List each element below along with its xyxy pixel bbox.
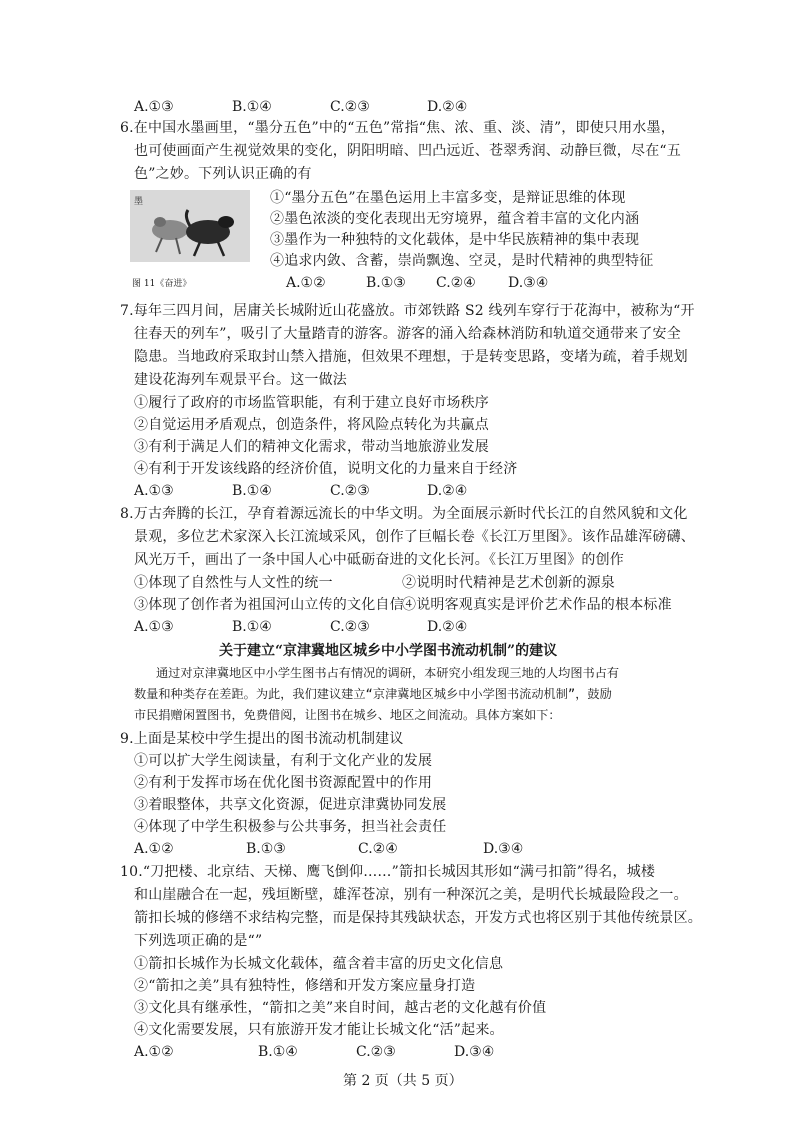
page-footer: 第 2 页（共 5 页） xyxy=(343,1073,463,1089)
q9-statement: ④体现了中学生积极参与公共事务，担当社会责任 xyxy=(134,819,447,835)
q9-statement: ②有利于发挥市场在优化图书资源配置中的作用 xyxy=(134,775,433,791)
q10-stem-line: 10.“刀把楼、北京结、天梯、鹰飞倒仰……”箭扣长城因其形如“满弓扣箭”得名，城楼 xyxy=(120,864,656,880)
q7-stem-line: 建设花海列车观景平台。这一做法 xyxy=(134,372,347,388)
q9-option-c[interactable]: C.②④ xyxy=(358,841,398,857)
q7-option-a[interactable]: A.①③ xyxy=(134,483,174,499)
q5-option-b[interactable]: B.①④ xyxy=(232,99,272,115)
q7-option-c[interactable]: C.②③ xyxy=(330,483,370,499)
q8-option-a[interactable]: A.①③ xyxy=(134,619,174,635)
q9-statement: ③着眼整体，共享文化资源，促进京津冀协同发展 xyxy=(134,797,447,813)
q9-option-a[interactable]: A.①② xyxy=(134,841,174,857)
figure-caption: 图 11《奋进》 xyxy=(132,279,192,289)
q8-option-d[interactable]: D.②④ xyxy=(427,619,468,635)
q7-stem-line: 往春天的列车”，吸引了大量踏青的游客。游客的涌入给森林消防和轨道交通带来了安全 xyxy=(134,326,681,342)
notice-title: 关于建立“京津冀地区城乡中小学图书流动机制”的建议 xyxy=(219,643,558,659)
notice-line: 市民捐赠闲置图书，免费借阅，让图书在城乡、地区之间流动。具体方案如下： xyxy=(134,708,561,722)
q7-statement: ③有利于满足人们的精神文化需求，带动当地旅游业发展 xyxy=(134,439,489,455)
q7-option-b[interactable]: B.①④ xyxy=(232,483,272,499)
q7-statement: ①履行了政府的市场监管职能，有利于建立良好市场秩序 xyxy=(134,395,489,411)
q6-statement: ④追求内敛、含蓄，崇尚飘逸、空灵，是时代精神的典型特征 xyxy=(270,253,654,269)
q9-stem-line: 9.上面是某校中学生提出的图书流动机制建议 xyxy=(120,731,404,747)
q9-option-d[interactable]: D.③④ xyxy=(483,841,524,857)
q8-stem-line: 风光万千，画出了一条中国人心中砥砺奋进的文化长河。《长江万里图》的创作 xyxy=(134,552,624,568)
q7-stem-line: 7.每年三四月间，居庸关长城附近山花盛放。市郊铁路 S2 线列车穿行于花海中，被称为“开 xyxy=(120,303,695,319)
q7-option-d[interactable]: D.②④ xyxy=(427,483,468,499)
q10-statement: ②“箭扣之美”具有独特性，修缮和开发方案应量身打造 xyxy=(134,978,476,994)
q8-statement: ③体现了创作者为祖国河山立传的文化自信 xyxy=(134,597,404,613)
q8-option-c[interactable]: C.②③ xyxy=(330,619,370,635)
q10-option-b[interactable]: B.①④ xyxy=(258,1044,298,1060)
q10-stem-line: 箭扣长城的修缮不求结构完整，而是保持其残缺状态，开发方式也将区别于其他传统景区。 xyxy=(134,910,702,926)
q6-statement: ①“墨分五色”在墨色运用上丰富多变，是辩证思维的体现 xyxy=(270,190,626,206)
q7-statement: ④有利于开发该线路的经济价值，说明文化的力量来自于经济 xyxy=(134,461,518,477)
q10-option-d[interactable]: D.③④ xyxy=(454,1044,495,1060)
q8-statement: ①体现了自然性与人文性的统一 xyxy=(134,575,333,591)
q8-stem-line: 8.万古奔腾的长江，孕育着源远流长的中华文明。为全面展示新时代长江的自然风貌和文化 xyxy=(120,506,688,522)
q6-stem-line: 6.在中国水墨画里，“墨分五色”中的“五色”常指“焦、浓、重、淡、清”，即使只用水墨， xyxy=(120,120,675,136)
q8-option-b[interactable]: B.①④ xyxy=(232,619,272,635)
q10-stem-line: 下列选项正确的是“” xyxy=(134,933,263,949)
q6-option-d[interactable]: D.③④ xyxy=(508,275,549,291)
q6-statement: ③墨作为一种独特的文化载体，是中华民族精神的集中表现 xyxy=(270,232,640,248)
q5-option-c[interactable]: C.②③ xyxy=(330,99,370,115)
q7-statement: ②自觉运用矛盾观点，创造条件，将风险点转化为共赢点 xyxy=(134,417,489,433)
notice-line: 通过对京津冀地区中小学生图书占有情况的调研，本研究小组发现三地的人均图书占有 xyxy=(156,666,620,680)
q7-stem-line: 隐患。当地政府采取封山禁入措施，但效果不理想，于是转变思路，变堵为疏，着手规划 xyxy=(134,349,688,365)
q8-statement: ④说明客观真实是评价艺术作品的根本标准 xyxy=(402,597,672,613)
horses-painting-image xyxy=(130,190,250,262)
q6-stem-line: 也可使画面产生视觉效果的变化，阴阳明暗、凹凸远近、苍翠秀润、动静巨微，尽在“五 xyxy=(134,143,681,159)
q5-option-d[interactable]: D.②④ xyxy=(427,99,468,115)
q10-option-c[interactable]: C.②③ xyxy=(356,1044,396,1060)
q6-option-b[interactable]: B.①③ xyxy=(366,275,406,291)
q10-stem-line: 和山崖融合在一起，残垣断壁，雄浑苍凉，别有一种深沉之美，是明代长城最险段之一。 xyxy=(134,887,688,903)
q10-statement: ④文化需要发展，只有旅游开发才能让长城文化“活”起来。 xyxy=(134,1022,504,1038)
q8-stem-line: 景观，多位艺术家深入长江流域采风，创作了巨幅长卷《长江万里图》。该作品雄浑磅礴、 xyxy=(134,529,695,545)
q9-option-b[interactable]: B.①③ xyxy=(246,841,286,857)
svg-text:墨: 墨 xyxy=(134,197,144,207)
q10-statement: ①箭扣长城作为长城文化载体，蕴含着丰富的历史文化信息 xyxy=(134,956,504,972)
q6-option-c[interactable]: C.②④ xyxy=(436,275,476,291)
q6-statement: ②墨色浓淡的变化表现出无穷境界，蕴含着丰富的文化内涵 xyxy=(270,211,640,227)
q8-statement: ②说明时代精神是艺术创新的源泉 xyxy=(402,575,615,591)
q9-statement: ①可以扩大学生阅读量，有利于文化产业的发展 xyxy=(134,753,433,769)
q10-option-a[interactable]: A.①② xyxy=(134,1044,174,1060)
q6-option-a[interactable]: A.①② xyxy=(286,275,326,291)
painting-figure xyxy=(130,190,250,262)
q10-statement: ③文化具有继承性，“箭扣之美”来自时间，越古老的文化越有价值 xyxy=(134,1000,547,1016)
q5-option-a[interactable]: A.①③ xyxy=(134,99,174,115)
notice-line: 数量和种类存在差距。为此，我们建议建立“京津冀地区城乡中小学图书流动机制”，鼓励 xyxy=(134,687,612,701)
q6-stem-line: 色”之妙。下列认识正确的有 xyxy=(134,166,312,182)
